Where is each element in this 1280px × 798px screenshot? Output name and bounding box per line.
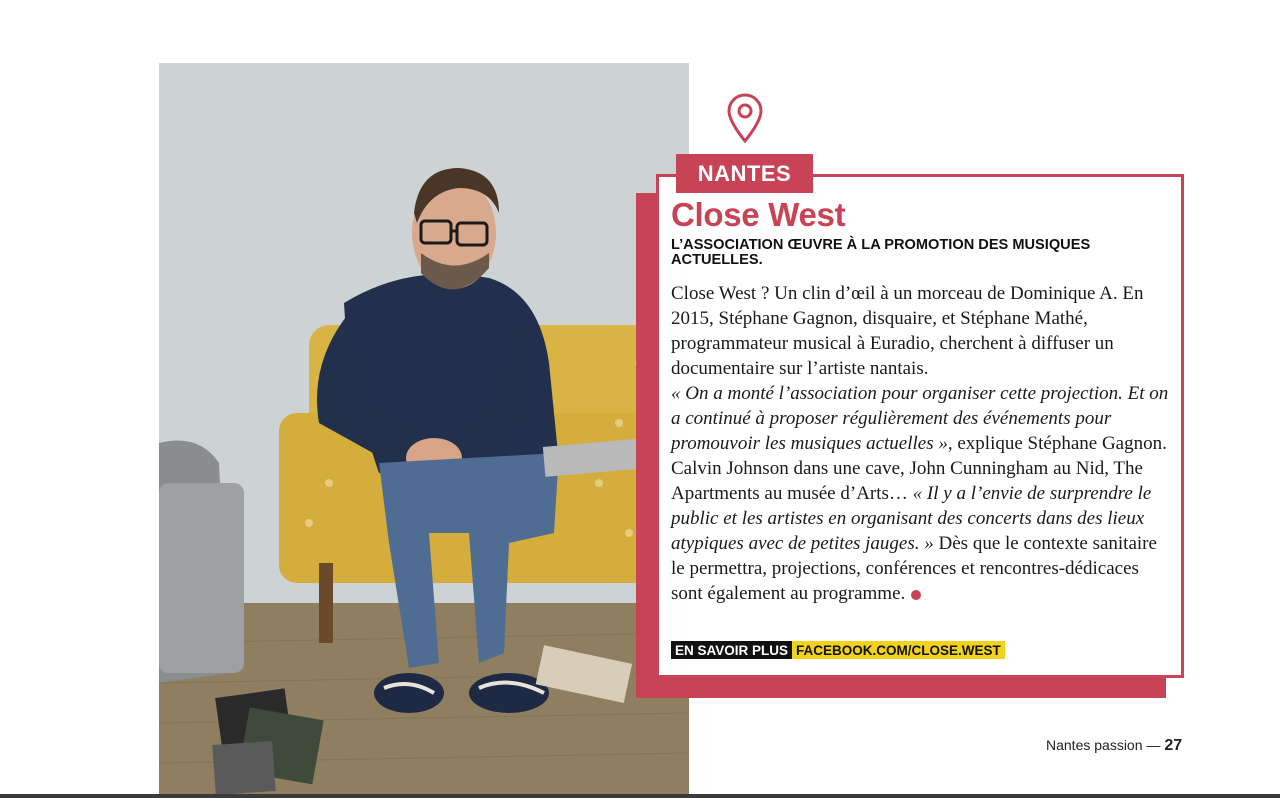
more-info-bar xyxy=(671,641,1005,659)
article-subtitle: L’ASSOCIATION ŒUVRE À LA PROMOTION DES MUSIQUES ACTUELLES. xyxy=(671,237,1091,268)
article-body xyxy=(671,281,1171,606)
more-info-label: EN SAVOIR PLUS xyxy=(671,641,792,659)
facebook-link[interactable]: FACEBOOK.COM/CLOSE.WEST xyxy=(792,641,1005,659)
quote-one: « On a monté l’association pour organiser cette projection. Et on a continué à proposer régulièrement des événements pour promouvoir les musiques actuelles » xyxy=(671,383,1169,454)
body-intro: Close West ? Un clin d’œil à un morceau de Dominique A. En 2015, Stéphane Gagnon, disquaire, et Stéphane Mathé, programmateur musical à Euradio, cherchent à diffuser un documentaire sur l’artiste nantais. xyxy=(671,283,1144,379)
quote-two: « Il y a l’envie de surprendre le public et les artistes en organisant des concerts dans des lieux atypiques avec de petites jauges. » xyxy=(671,483,1152,554)
publication-name: Nantes passion — xyxy=(1046,737,1161,753)
bottom-rule xyxy=(0,794,1280,798)
body-middle: , explique Stéphane Gagnon. Calvin Johnson dans une cave, John Cunningham au Nid, The Apartments au musée d’Arts… xyxy=(671,433,1167,504)
map-pin-icon xyxy=(724,92,766,144)
section-tag: NANTES xyxy=(676,154,813,193)
body-end: Dès que le contexte sanitaire le permettra, projections, conférences et rencontres-dédicaces sont également au programme. xyxy=(671,533,1157,604)
page-number: 27 xyxy=(1164,737,1183,754)
page-folio xyxy=(1046,737,1182,755)
portrait-illustration xyxy=(159,63,689,795)
end-dot-icon xyxy=(911,590,921,600)
article-title: Close West xyxy=(671,196,846,233)
article-paragraph xyxy=(671,281,1171,606)
portrait-photo xyxy=(159,63,689,795)
